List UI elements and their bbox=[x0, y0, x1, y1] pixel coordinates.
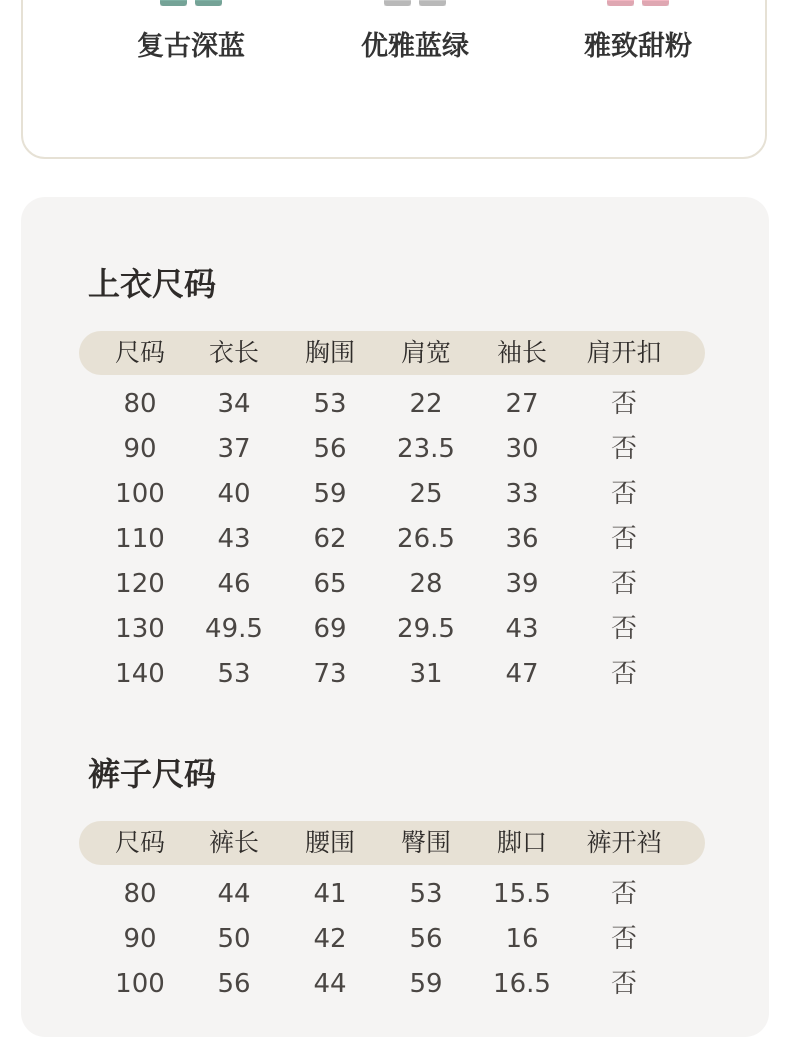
table-cell: 否 bbox=[610, 389, 637, 419]
table-cell: 73 bbox=[313, 659, 347, 689]
color-option-2[interactable] bbox=[360, 0, 470, 62]
color-name: 优雅蓝绿 bbox=[361, 31, 469, 62]
table-cell: 130 bbox=[115, 614, 165, 644]
table-cell: 69 bbox=[313, 614, 347, 644]
table-cell: 120 bbox=[115, 569, 165, 599]
table-cell: 90 bbox=[123, 924, 157, 954]
table-cell: 16 bbox=[505, 924, 539, 954]
pants-leg-left bbox=[607, 0, 634, 6]
table-cell: 否 bbox=[610, 524, 637, 554]
table-cell: 100 bbox=[115, 479, 165, 509]
table-cell: 42 bbox=[313, 924, 347, 954]
color-options-card bbox=[21, 0, 767, 159]
column-header: 裤开裆 bbox=[586, 828, 662, 857]
color-name: 雅致甜粉 bbox=[584, 31, 692, 62]
table-cell: 44 bbox=[313, 969, 347, 999]
table-cell: 65 bbox=[313, 569, 347, 599]
table-cell: 39 bbox=[505, 569, 539, 599]
table-cell: 59 bbox=[313, 479, 347, 509]
pants-leg-left bbox=[384, 0, 411, 6]
table-cell: 40 bbox=[217, 479, 251, 509]
table-cell: 否 bbox=[610, 969, 637, 999]
table-cell: 47 bbox=[505, 659, 539, 689]
table-cell: 28 bbox=[409, 569, 443, 599]
table-cell: 50 bbox=[217, 924, 251, 954]
table-cell: 34 bbox=[217, 389, 251, 419]
table-cell: 否 bbox=[610, 879, 637, 909]
table-cell: 31 bbox=[409, 659, 443, 689]
column-header: 脚口 bbox=[496, 828, 547, 857]
table-cell: 否 bbox=[610, 434, 637, 464]
table-cell: 56 bbox=[313, 434, 347, 464]
table-cell: 否 bbox=[610, 614, 637, 644]
table-cell: 15.5 bbox=[493, 879, 551, 909]
table-cell: 80 bbox=[123, 389, 157, 419]
table-cell: 110 bbox=[115, 524, 165, 554]
color-option-3[interactable] bbox=[583, 0, 693, 62]
column-header: 尺码 bbox=[114, 828, 165, 857]
column-header: 臀围 bbox=[400, 828, 451, 857]
table-cell: 22 bbox=[409, 389, 443, 419]
table-cell: 16.5 bbox=[493, 969, 551, 999]
column-header: 肩开扣 bbox=[586, 338, 662, 367]
pants-thumbnail bbox=[382, 0, 448, 8]
table-cell: 43 bbox=[217, 524, 251, 554]
table-cell: 37 bbox=[217, 434, 251, 464]
pants-leg-right bbox=[642, 0, 669, 6]
table-cell: 41 bbox=[313, 879, 347, 909]
table-cell: 36 bbox=[505, 524, 539, 554]
table-cell: 59 bbox=[409, 969, 443, 999]
table-cell: 29.5 bbox=[397, 614, 455, 644]
table-cell: 49.5 bbox=[205, 614, 263, 644]
table-cell: 否 bbox=[610, 659, 637, 689]
column-header: 袖长 bbox=[496, 338, 547, 367]
table-cell: 33 bbox=[505, 479, 539, 509]
table-cell: 25 bbox=[409, 479, 443, 509]
column-header: 衣长 bbox=[208, 338, 259, 367]
table-cell: 100 bbox=[115, 969, 165, 999]
table-cell: 90 bbox=[123, 434, 157, 464]
table-cell: 30 bbox=[505, 434, 539, 464]
column-header: 胸围 bbox=[304, 338, 355, 367]
table-cell: 62 bbox=[313, 524, 347, 554]
table-cell: 否 bbox=[610, 569, 637, 599]
table-cell: 否 bbox=[610, 479, 637, 509]
pants-thumbnail bbox=[158, 0, 224, 8]
column-header: 肩宽 bbox=[400, 338, 451, 367]
table-cell: 43 bbox=[505, 614, 539, 644]
table-cell: 44 bbox=[217, 879, 251, 909]
color-option-1[interactable] bbox=[136, 0, 246, 62]
table-cell: 53 bbox=[313, 389, 347, 419]
pants-leg-left bbox=[160, 0, 187, 6]
color-name: 复古深蓝 bbox=[137, 31, 245, 62]
column-header: 裤长 bbox=[208, 828, 259, 857]
size-chart-panel bbox=[21, 197, 769, 1037]
pants-leg-right bbox=[195, 0, 222, 6]
table-cell: 53 bbox=[409, 879, 443, 909]
table-cell: 23.5 bbox=[397, 434, 455, 464]
top-size-title: 上衣尺码 bbox=[88, 265, 217, 303]
pants-size-title: 裤子尺码 bbox=[88, 755, 217, 793]
pants-leg-right bbox=[419, 0, 446, 6]
table-cell: 否 bbox=[610, 924, 637, 954]
table-cell: 53 bbox=[217, 659, 251, 689]
pants-thumbnail bbox=[605, 0, 671, 8]
table-cell: 46 bbox=[217, 569, 251, 599]
table-cell: 56 bbox=[409, 924, 443, 954]
table-cell: 140 bbox=[115, 659, 165, 689]
column-header: 尺码 bbox=[114, 338, 165, 367]
table-cell: 80 bbox=[123, 879, 157, 909]
table-cell: 26.5 bbox=[397, 524, 455, 554]
table-cell: 56 bbox=[217, 969, 251, 999]
column-header: 腰围 bbox=[304, 828, 355, 857]
table-cell: 27 bbox=[505, 389, 539, 419]
